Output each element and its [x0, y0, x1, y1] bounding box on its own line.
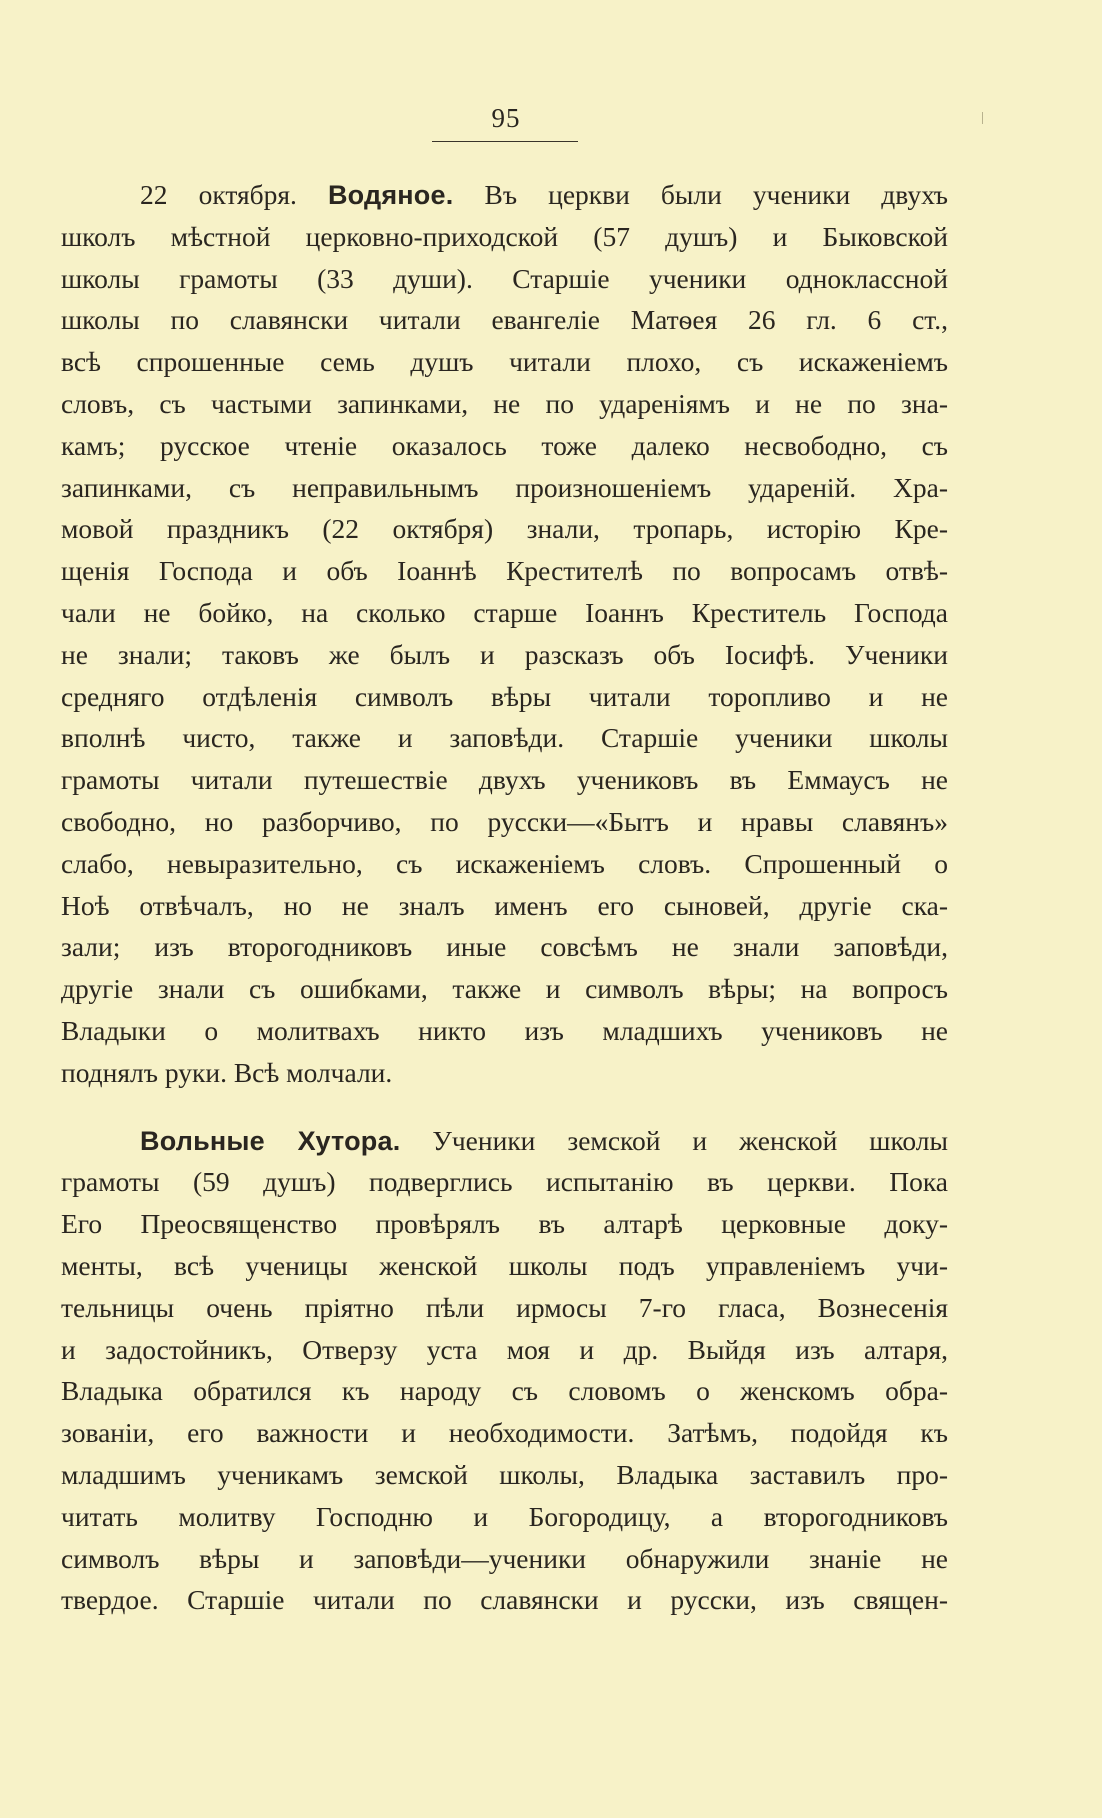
text-line: не знали; таковъ же былъ и разсказъ объ Іосифѣ. Ученики	[61, 638, 948, 670]
text-line: грамоты читали путешествіе двухъ учениковъ въ Еммаусъ не	[61, 764, 948, 796]
text-line: грамоты (59 душъ) подверглись испытанію въ церкви. Пока	[61, 1166, 948, 1198]
place-heading: Вольные Хутора.	[140, 1125, 401, 1156]
text-line: слабо, невыразительно, съ искаженіемъ словъ. Спрошенный о	[61, 847, 948, 879]
line-prefix: 22 октября.	[140, 179, 328, 210]
text-line: младшимъ ученикамъ земской школы, Владыка заставилъ про-	[61, 1458, 948, 1490]
text-line: средняго отдѣленія символъ вѣры читали торопливо и не	[61, 680, 948, 712]
text-line: Владыки о молитвахъ никто изъ младшихъ учениковъ не	[61, 1014, 948, 1046]
text-line: Ноѣ отвѣчалъ, но не зналъ именъ его сыновей, другіе ска-	[61, 889, 948, 921]
text-line: Владыка обратился къ народу съ словомъ о женскомъ обра-	[61, 1375, 948, 1407]
text-line: твердое. Старшіе читали по славянски и русски, изъ священ-	[61, 1584, 948, 1616]
page-number-rule	[432, 141, 578, 142]
text-line: другіе знали съ ошибками, также и символъ вѣры; на вопросъ	[61, 973, 948, 1005]
text-line: мовой праздникъ (22 октября) знали, тропарь, исторію Кре-	[61, 513, 948, 545]
place-heading: Водяное.	[327, 180, 454, 210]
line-suffix: Ученики земской и женской школы	[400, 1124, 948, 1156]
page-number: 95	[491, 103, 521, 133]
text-line: зованіи, его важности и необходимости. Затѣмъ, подойдя къ	[61, 1417, 948, 1449]
margin-mark	[982, 112, 983, 124]
text-line: символъ вѣры и заповѣди—ученики обнаружили знаніе не	[61, 1542, 948, 1574]
text-line: свободно, но разборчиво, по русски—«Бытъ и нравы славянъ»	[61, 805, 948, 837]
text-line: и задостойникъ, Отверзу уста моя и др. Выйдя изъ алтаря,	[61, 1333, 948, 1365]
line-suffix: Въ церкви были ученики двухъ	[453, 179, 948, 210]
text-line: тельницы очень пріятно пѣли ирмосы 7-го гласа, Вознесенія	[61, 1291, 948, 1323]
text-line: камъ; русское чтеніе оказалось тоже далеко несвободно, съ	[61, 429, 948, 461]
paragraph-vodyanoe	[61, 174, 948, 1094]
text-line: щенія Господа и объ Іоаннѣ Крестителѣ по вопросамъ отвѣ-	[61, 555, 948, 587]
text-line: Его Преосвященство провѣрялъ въ алтарѣ церковные доку-	[61, 1208, 948, 1240]
text-line: словъ, съ частыми запинками, не по удареніямъ и не по зна-	[61, 387, 948, 419]
paragraph-gap	[61, 1094, 948, 1120]
text-line: зали; изъ второгодниковъ иные совсѣмъ не знали заповѣди,	[61, 931, 948, 963]
text-line: запинками, съ неправильнымъ произношеніемъ ударенiй. Хра-	[61, 471, 948, 503]
text-line: менты, всѣ ученицы женской школы подъ управленіемъ учи-	[61, 1249, 948, 1281]
text-line: чали не бойко, на сколько старше Іоаннъ Креститель Господа	[61, 596, 948, 628]
paragraph-volnye-khutora	[61, 1120, 948, 1622]
text-line: вполнѣ чисто, также и заповѣди. Старшіе ученики школы	[61, 722, 948, 754]
text-line: школы грамоты (33 души). Старшіе ученики одноклассной	[61, 262, 948, 294]
text-line: всѣ спрошенные семь душъ читали плохо, съ искаженіемъ	[61, 346, 948, 378]
text-line	[61, 1120, 948, 1162]
body-text	[61, 174, 948, 1621]
text-line	[61, 174, 948, 216]
text-line: поднялъ руки. Всѣ молчали.	[61, 1056, 393, 1088]
text-line: школы по славянски читали евангеліе Матѳея 26 гл. 6 ст.,	[61, 304, 948, 336]
text-line: читать молитву Господню и Богородицу, а второгодниковъ	[61, 1500, 948, 1532]
text-line: школъ мѣстной церковно-приходской (57 душъ) и Быковской	[61, 220, 948, 252]
